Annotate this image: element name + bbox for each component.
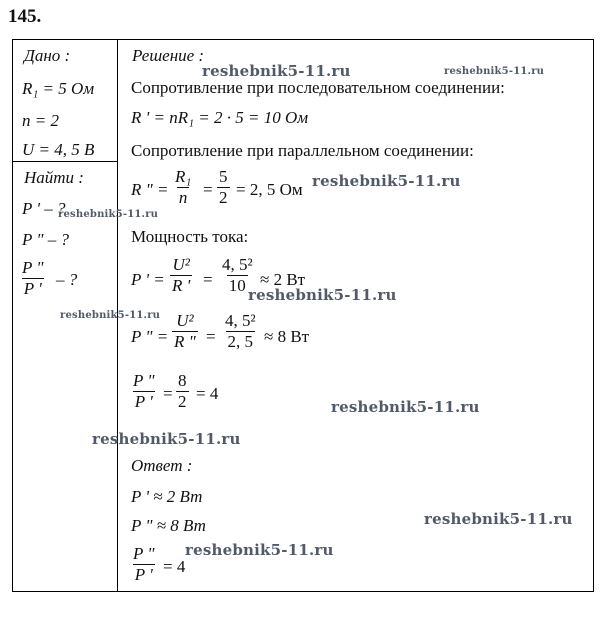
answer-ratio-result: = 4 <box>163 557 186 576</box>
find-ratio-fraction <box>20 259 45 298</box>
p2-lhs: P " = <box>131 327 169 346</box>
ratio-den-2: 2 <box>178 391 187 411</box>
p1-den-1: R ' <box>172 275 191 295</box>
watermark: reshebnik5-11.ru <box>248 286 397 304</box>
parallel-num-2: 5 <box>219 167 228 186</box>
given-count: n = 2 <box>22 111 59 130</box>
p1-result: ≈ 2 Вт <box>260 270 306 289</box>
power-text: Мощность тока: <box>131 227 249 246</box>
p1-fraction-1 <box>170 256 192 295</box>
parallel-fraction-1 <box>173 168 193 207</box>
p1-lhs: P ' = <box>131 270 165 289</box>
p2-num-1: U² <box>176 311 194 330</box>
find-power-series: P ' – ? <box>22 199 66 218</box>
ratio-result: = 4 <box>196 384 219 403</box>
given-find-divider <box>12 161 118 162</box>
find-ratio-denominator: P ' <box>23 278 42 298</box>
p2-fraction-2 <box>223 312 258 351</box>
answer-header: Ответ : <box>131 456 193 475</box>
series-formula: R ' = nR₁ = 2 · 5 = 10 Ом <box>131 108 309 127</box>
p2-num-2: 4, 5² <box>225 311 256 330</box>
parallel-result: = 2, 5 Ом <box>236 180 303 199</box>
p1-eq: = <box>203 270 213 289</box>
watermark: reshebnik5-11.ru <box>444 66 545 77</box>
ratio-fraction-1 <box>131 372 156 411</box>
solution-header: Решение : <box>132 46 205 65</box>
answer-ratio-den: P ' <box>134 564 153 584</box>
ratio-fraction-2 <box>176 372 189 411</box>
watermark: reshebnik5-11.ru <box>92 430 241 448</box>
p2-fraction-1 <box>172 312 198 351</box>
parallel-den-2: 2 <box>219 187 228 207</box>
watermark: reshebnik5-11.ru <box>185 541 334 559</box>
p1-den-2: 10 <box>228 275 246 295</box>
watermark: reshebnik5-11.ru <box>202 62 351 80</box>
answer-ratio-num: P " <box>133 544 155 563</box>
find-power-parallel: P " – ? <box>22 230 69 249</box>
answer-power-series: P ' ≈ 2 Вт <box>131 487 203 506</box>
p2-eq: = <box>206 327 216 346</box>
find-header: Найти : <box>24 168 84 187</box>
p2-den-1: R " <box>174 331 196 351</box>
given-header: Дано : <box>24 46 71 65</box>
watermark: reshebnik5-11.ru <box>58 209 159 220</box>
answer-power-parallel: P " ≈ 8 Вт <box>131 516 206 535</box>
watermark: reshebnik5-11.ru <box>312 172 461 190</box>
ratio-eq: = <box>163 384 173 403</box>
watermark: reshebnik5-11.ru <box>424 510 573 528</box>
p2-result: ≈ 8 Вт <box>264 327 310 346</box>
parallel-fraction-2 <box>217 168 230 207</box>
parallel-lhs: R " = <box>131 180 169 199</box>
parallel-num-1: R₁ <box>175 167 192 186</box>
ratio-num-1: P " <box>133 371 155 390</box>
p1-num-2: 4, 5² <box>222 255 253 274</box>
ratio-num-2: 8 <box>178 371 187 390</box>
problem-number: 145. <box>8 6 42 27</box>
answer-ratio-fraction <box>131 545 156 584</box>
parallel-den-1: n <box>178 187 188 207</box>
p2-den-2: 2, 5 <box>227 331 254 351</box>
watermark: reshebnik5-11.ru <box>331 398 480 416</box>
series-text: Сопротивление при последовательном соединении: <box>131 78 505 97</box>
find-ratio-question: – ? <box>56 270 78 289</box>
find-ratio-numerator: P " <box>22 258 44 277</box>
parallel-text: Сопротивление при параллельном соединении: <box>131 141 474 160</box>
given-resistance: R₁ = 5 Ом <box>22 79 95 98</box>
p1-num-1: U² <box>172 255 190 274</box>
parallel-eq: = <box>203 180 213 199</box>
watermark: reshebnik5-11.ru <box>60 310 161 321</box>
given-voltage: U = 4, 5 В <box>22 140 95 159</box>
ratio-den-1: P ' <box>134 391 153 411</box>
